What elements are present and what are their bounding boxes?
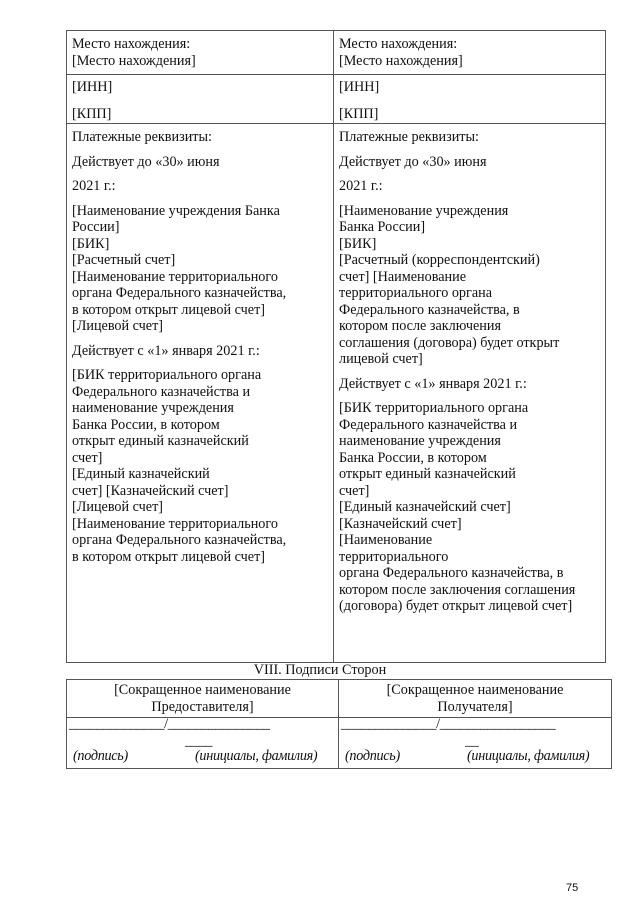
old-detail-line: [Наименование территориального	[72, 268, 278, 285]
valid-from: Действует с «1» января 2021 г.:	[72, 342, 260, 359]
new-detail-line: [Единый казначейский счет]	[339, 499, 511, 515]
new-detail-line: органа Федерального казначейства, в	[339, 565, 564, 581]
old-detail-line: Федерального казначейства, в	[339, 301, 520, 318]
party-name-line: Получателя]	[437, 698, 513, 715]
new-detail-line: (договора) будет открыт лицевой счет]	[339, 598, 573, 614]
left-payment-cell	[72, 129, 330, 565]
new-detail-line: наименование учреждения	[72, 400, 234, 416]
new-detail-line: наименование учреждения	[339, 433, 501, 449]
right-payment-cell	[339, 129, 605, 615]
old-detail-line: Банка России]	[339, 219, 426, 235]
signature-line: ______________/_______________	[69, 716, 270, 732]
old-detail-line: [БИК]	[72, 235, 110, 252]
initials-label: (инициалы, фамилия)	[195, 748, 318, 764]
new-detail-line: счет]	[339, 482, 370, 499]
location-value: [Место нахождения]	[339, 52, 463, 69]
payment-title: Платежные реквизиты:	[72, 129, 212, 145]
valid-until-year: 2021 г.:	[339, 178, 383, 194]
new-detail-line: [БИК территориального органа	[72, 367, 262, 383]
requisites-table	[66, 30, 606, 663]
valid-until: Действует до «30» июня	[72, 153, 220, 170]
old-detail-line: территориального органа	[339, 285, 493, 301]
new-detail-line: счет] [Казначейский счет]	[72, 482, 229, 499]
old-detail-line: [Наименование учреждения	[339, 202, 509, 219]
new-detail-line: Банка России, в котором	[72, 416, 220, 433]
valid-until: Действует до «30» июня	[339, 153, 487, 170]
location-label: Место нахождения:	[72, 36, 191, 52]
old-detail-line: лицевой счет]	[339, 351, 423, 367]
new-detail-line: [Лицевой счет]	[72, 499, 164, 515]
section-heading: VIII. Подписи Сторон	[253, 662, 387, 678]
new-detail-line: [Наименование	[339, 532, 433, 548]
new-detail-line: [Казначейский счет]	[339, 515, 462, 532]
left-party-name	[67, 682, 338, 715]
row-divider	[67, 74, 605, 75]
party-name-line: [Сокращенное наименование	[114, 682, 291, 698]
page-number: 75	[566, 882, 579, 894]
new-detail-line: [Наименование территориального	[72, 515, 278, 532]
new-detail-line: в котором открыт лицевой счет]	[72, 548, 266, 565]
left-location-cell	[72, 36, 330, 69]
new-detail-line: [БИК территориального органа	[339, 400, 529, 416]
old-detail-line: России]	[72, 219, 120, 235]
old-detail-line: в котором открыт лицевой счет]	[72, 301, 266, 318]
signature-label: (подпись)	[73, 748, 128, 764]
valid-until-year: 2021 г.:	[72, 178, 116, 194]
new-detail-line: котором после заключения соглашения	[339, 581, 576, 598]
old-detail-line: [БИК]	[339, 235, 377, 252]
kpp-field: [КПП]	[72, 105, 112, 122]
inn-field: [ИНН]	[72, 79, 113, 95]
left-inn-kpp-cell	[72, 79, 330, 122]
new-detail-line: счет]	[72, 449, 103, 466]
old-detail-line: соглашения (договора) будет открыт	[339, 334, 560, 351]
right-party-name	[339, 682, 611, 715]
old-detail-line: [Лицевой счет]	[72, 318, 164, 334]
new-detail-line: открыт единый казначейский	[339, 466, 516, 482]
signature-line-continuation: ____	[185, 733, 213, 749]
new-detail-line: Банка России, в котором	[339, 449, 487, 466]
new-detail-line: органа Федерального казначейства,	[72, 532, 287, 548]
old-detail-line: [Расчетный счет]	[72, 252, 176, 268]
old-detail-line: [Расчетный (корреспондентский)	[339, 252, 540, 268]
location-value: [Место нахождения]	[72, 52, 196, 69]
party-name-line: [Сокращенное наименование	[386, 682, 564, 698]
row-divider	[67, 123, 605, 124]
new-detail-line: Федерального казначейства и	[339, 416, 518, 433]
initials-label: (инициалы, фамилия)	[467, 748, 590, 764]
old-detail-line: [Наименование учреждения Банка	[72, 202, 280, 219]
column-divider	[333, 31, 334, 662]
new-detail-line: открыт единый казначейский	[72, 433, 249, 449]
signature-table	[66, 679, 612, 769]
kpp-field: [КПП]	[339, 105, 379, 122]
payment-title: Платежные реквизиты:	[339, 129, 479, 145]
new-detail-line: территориального	[339, 548, 449, 565]
inn-field: [ИНН]	[339, 79, 380, 95]
new-detail-line: Федерального казначейства и	[72, 383, 251, 400]
location-label: Место нахождения:	[339, 36, 458, 52]
right-location-cell	[339, 36, 603, 69]
valid-from: Действует с «1» января 2021 г.:	[339, 375, 527, 392]
right-inn-kpp-cell	[339, 79, 603, 122]
signature-line-continuation: __	[465, 733, 479, 749]
old-detail-line: органа Федерального казначейства,	[72, 285, 287, 301]
signature-line: ______________/_________________	[341, 716, 556, 732]
new-detail-line: [Единый казначейский	[72, 466, 210, 482]
old-detail-line: котором после заключения	[339, 318, 501, 334]
party-name-line: Предоставителя]	[151, 698, 254, 715]
old-detail-line: счет] [Наименование	[339, 268, 467, 285]
signature-label: (подпись)	[345, 748, 400, 764]
